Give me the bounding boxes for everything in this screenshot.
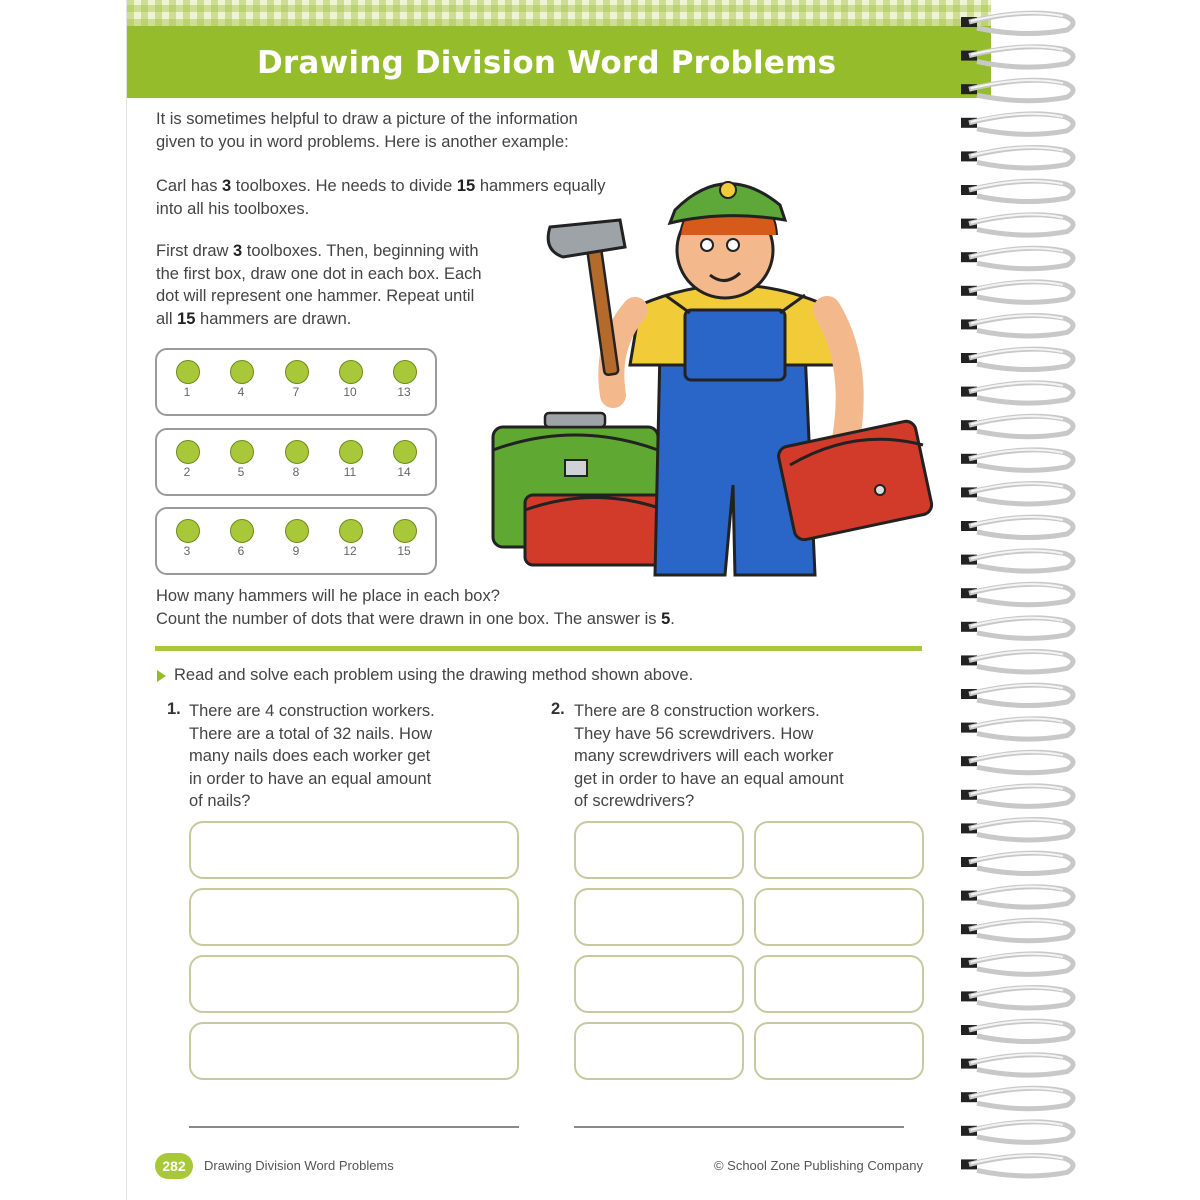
intro-text <box>156 108 578 153</box>
spiral-coil <box>969 1055 1073 1075</box>
hammer-dot <box>285 519 309 543</box>
steps-line: the first box, draw one dot in each box. Each <box>156 264 482 283</box>
toolbox-dot-box <box>155 348 437 416</box>
instruction-text: Read and solve each problem using the drawing method shown above. <box>174 666 694 684</box>
hammer-dot <box>230 440 254 464</box>
dot-number: 8 <box>292 465 300 479</box>
hammer-dot <box>339 519 363 543</box>
spiral-coil <box>969 1155 1073 1175</box>
spiral-coil <box>969 1021 1073 1041</box>
answer-line[interactable] <box>189 1126 519 1128</box>
problem-number: 1. <box>167 700 181 718</box>
spiral-coil <box>969 147 1073 167</box>
drawing-box[interactable] <box>754 821 924 879</box>
example-line: Carl has 3 toolboxes. He needs to divide 15 hammers equally <box>156 177 606 195</box>
spiral-coil <box>969 920 1073 940</box>
dot-number: 9 <box>292 544 300 558</box>
spiral-coil <box>969 1088 1073 1108</box>
spiral-coil <box>969 987 1073 1007</box>
spiral-coil <box>969 315 1073 335</box>
problem-2-text: There are 8 construction workers. They have 56 screwdrivers. How many screwdrivers will each worker get in order to have an equal amount of screwdrivers? <box>574 702 844 810</box>
dot-number: 3 <box>183 544 191 558</box>
dot-number: 7 <box>292 385 300 399</box>
hammer-icon <box>548 220 625 375</box>
drawing-box[interactable] <box>189 821 519 879</box>
dot-number: 14 <box>397 465 411 479</box>
section-divider <box>155 646 922 651</box>
spiral-coil <box>969 215 1073 235</box>
instruction <box>157 666 693 685</box>
dot-number: 4 <box>237 385 245 399</box>
hammer-dot <box>339 360 363 384</box>
example-line: into all his toolboxes. <box>156 199 310 218</box>
dot-number: 5 <box>237 465 245 479</box>
hammer-dot <box>285 440 309 464</box>
drawing-box[interactable] <box>754 888 924 946</box>
drawing-box[interactable] <box>574 821 744 879</box>
spiral-coil <box>969 685 1073 705</box>
spiral-coil <box>969 618 1073 638</box>
dot-number: 1 <box>183 385 191 399</box>
dot-number: 10 <box>343 385 357 399</box>
worker-illustration <box>485 165 935 585</box>
spiral-coil <box>969 551 1073 571</box>
dot-number: 6 <box>237 544 245 558</box>
question-line: How many hammers will he place in each box? <box>156 587 500 605</box>
spiral-coil <box>969 719 1073 739</box>
toolbox-dot-box <box>155 428 437 496</box>
hammer-dot <box>230 360 254 384</box>
title-banner <box>127 26 991 98</box>
spiral-coil <box>969 954 1073 974</box>
steps-line: dot will represent one hammer. Repeat until <box>156 287 475 305</box>
toolbox-dot-box <box>155 507 437 575</box>
steps-line: all 15 hammers are drawn. <box>156 309 352 328</box>
dot-number: 2 <box>183 465 191 479</box>
hammer-dot <box>176 440 200 464</box>
hammer-dot <box>339 440 363 464</box>
dot-number: 11 <box>343 465 357 479</box>
drawing-box[interactable] <box>189 1022 519 1080</box>
gingham-header-strip <box>127 0 991 26</box>
steps-text <box>156 240 482 330</box>
spiral-coil <box>969 80 1073 100</box>
spiral-coil <box>969 114 1073 134</box>
spiral-coil <box>969 853 1073 873</box>
answer-line[interactable] <box>574 1126 904 1128</box>
spiral-coil <box>969 786 1073 806</box>
page-title: Drawing Division Word Problems <box>257 45 837 81</box>
spiral-coil <box>969 248 1073 268</box>
hammer-dot <box>176 519 200 543</box>
intro-line: It is sometimes helpful to draw a picture of the information <box>156 110 578 128</box>
workbook-page <box>126 0 991 1200</box>
hammer-dot <box>285 360 309 384</box>
spiral-coil <box>969 819 1073 839</box>
intro-line: given to you in word problems. Here is another example: <box>156 132 569 151</box>
drawing-box[interactable] <box>574 888 744 946</box>
spiral-coil <box>969 450 1073 470</box>
spiral-coil <box>969 416 1073 436</box>
arrow-bullet-icon <box>157 670 166 682</box>
problem-1-text: There are 4 construction workers. There are a total of 32 nails. How many nails does each worker get in order to have an equal amount of nails? <box>189 702 435 810</box>
spiral-coil <box>969 517 1073 537</box>
drawing-box[interactable] <box>574 1022 744 1080</box>
drawing-box[interactable] <box>754 1022 924 1080</box>
spiral-coil <box>969 47 1073 67</box>
spiral-binding <box>955 0 1200 1200</box>
spiral-coil <box>969 282 1073 302</box>
question-text <box>156 585 675 630</box>
toolbox-icon <box>525 495 665 565</box>
spiral-coil <box>969 887 1073 907</box>
spiral-coil <box>969 651 1073 671</box>
page-number: 282 <box>155 1153 193 1179</box>
dot-number: 13 <box>397 385 411 399</box>
drawing-box[interactable] <box>574 955 744 1013</box>
hammer-dot <box>393 519 417 543</box>
hammer-dot <box>176 360 200 384</box>
question-line: Count the number of dots that were drawn in one box. The answer is 5. <box>156 609 675 628</box>
spiral-coil <box>969 483 1073 503</box>
drawing-box[interactable] <box>754 955 924 1013</box>
dot-number: 12 <box>343 544 357 558</box>
footer-copyright: © School Zone Publishing Company <box>713 1158 923 1173</box>
drawing-box[interactable] <box>189 955 519 1013</box>
spiral-coil <box>969 752 1073 772</box>
problem-number: 2. <box>551 700 565 718</box>
hammer-dot <box>393 440 417 464</box>
spiral-coil <box>969 13 1073 33</box>
spiral-coil <box>969 1122 1073 1142</box>
steps-line: First draw 3 toolboxes. Then, beginning with <box>156 242 479 260</box>
drawing-box[interactable] <box>189 888 519 946</box>
hammer-dot <box>230 519 254 543</box>
hammer-dot <box>393 360 417 384</box>
spiral-coil <box>969 584 1073 604</box>
spiral-coil <box>969 349 1073 369</box>
dot-number: 15 <box>397 544 411 558</box>
spiral-coil <box>969 181 1073 201</box>
spiral-coil <box>969 383 1073 403</box>
footer-title: Drawing Division Word Problems <box>204 1158 394 1173</box>
